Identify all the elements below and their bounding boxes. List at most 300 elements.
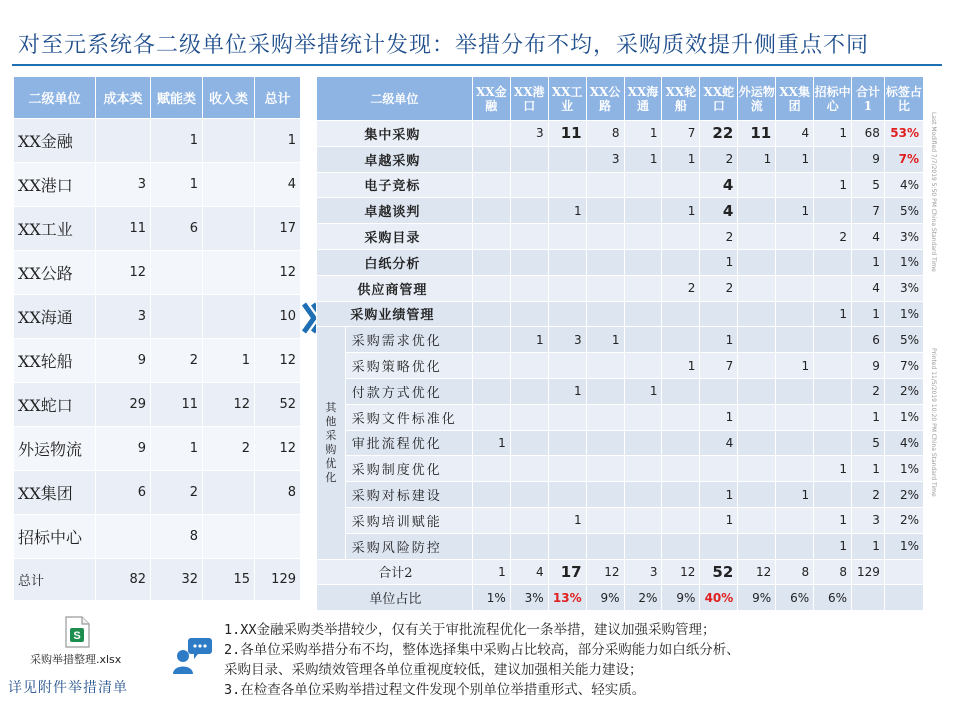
- value-cell: 1: [814, 172, 852, 198]
- value-cell: [510, 353, 548, 379]
- value-cell: 1%: [884, 301, 923, 327]
- value-cell: [151, 251, 203, 295]
- table-row: [14, 427, 301, 471]
- table-row: [317, 430, 924, 456]
- value-cell: 1: [624, 378, 662, 404]
- value-cell: [776, 275, 814, 301]
- value-cell: [738, 224, 776, 250]
- value-cell: [510, 404, 548, 430]
- value-cell: [700, 301, 738, 327]
- value-cell: 6: [151, 207, 203, 251]
- value-cell: [814, 249, 852, 275]
- value-cell: 1: [738, 146, 776, 172]
- total-label: 合计2: [317, 559, 473, 585]
- excel-file-icon[interactable]: [64, 616, 90, 648]
- title-divider: [12, 64, 942, 66]
- value-cell: 9: [852, 146, 885, 172]
- value-cell: 1: [814, 301, 852, 327]
- value-cell: [624, 275, 662, 301]
- value-cell: 7: [700, 353, 738, 379]
- value-cell: 1: [151, 427, 203, 471]
- value-cell: [814, 404, 852, 430]
- table-row: [317, 198, 924, 224]
- unit-name-cell: XX轮船: [14, 339, 96, 383]
- value-cell: [814, 482, 852, 508]
- table-row: [317, 224, 924, 250]
- table-row: [317, 121, 924, 147]
- value-cell: [662, 378, 700, 404]
- value-cell: 2: [700, 224, 738, 250]
- unit-name-cell: 外运物流: [14, 427, 96, 471]
- last-modified-stamp: Last Modified 7/7/2019 5:50 PM China Standard Time: [930, 112, 937, 272]
- value-cell: 12: [96, 251, 151, 295]
- measure-label: 白纸分析: [317, 249, 473, 275]
- value-cell: 2: [814, 224, 852, 250]
- value-cell: [472, 224, 510, 250]
- measure-label: 采购目录: [317, 224, 473, 250]
- value-cell: [852, 585, 885, 611]
- value-cell: 6: [852, 327, 885, 353]
- value-cell: 12: [255, 251, 301, 295]
- value-cell: [624, 533, 662, 559]
- value-cell: [548, 533, 586, 559]
- value-cell: 68: [852, 121, 885, 147]
- column-header: XX蛇口: [700, 77, 738, 121]
- unit-name-cell: 招标中心: [14, 515, 96, 559]
- table-header-row: [14, 77, 301, 119]
- value-cell: 3: [586, 146, 624, 172]
- value-cell: 1: [548, 198, 586, 224]
- value-cell: [814, 430, 852, 456]
- value-cell: 22: [700, 121, 738, 147]
- value-cell: 3%: [510, 585, 548, 611]
- unit-name-cell: XX蛇口: [14, 383, 96, 427]
- value-cell: [510, 378, 548, 404]
- value-cell: [776, 378, 814, 404]
- table-header-row: [317, 77, 924, 121]
- value-cell: [624, 249, 662, 275]
- measure-label: 采购文件标准化: [345, 404, 472, 430]
- value-cell: 12: [203, 383, 255, 427]
- group-label: 其他采购优化: [317, 327, 346, 559]
- value-cell: [738, 275, 776, 301]
- value-cell: 53%: [884, 121, 923, 147]
- column-header: XX集团: [776, 77, 814, 121]
- value-cell: [814, 378, 852, 404]
- value-cell: [738, 507, 776, 533]
- measures-table: [316, 76, 924, 611]
- value-cell: [738, 172, 776, 198]
- value-cell: [510, 456, 548, 482]
- value-cell: [738, 404, 776, 430]
- measure-label: 采购需求优化: [345, 327, 472, 353]
- value-cell: 8: [814, 559, 852, 585]
- value-cell: 1%: [884, 404, 923, 430]
- value-cell: [472, 301, 510, 327]
- value-cell: 1%: [884, 456, 923, 482]
- value-cell: 1: [662, 146, 700, 172]
- value-cell: 1: [472, 430, 510, 456]
- value-cell: [884, 559, 923, 585]
- value-cell: [96, 119, 151, 163]
- value-cell: 11: [548, 121, 586, 147]
- column-header: 二级单位: [14, 77, 96, 119]
- slide-title: 对至元系统各二级单位采购举措统计发现：举措分布不均，采购质效提升侧重点不同: [18, 33, 870, 58]
- value-cell: 1: [151, 163, 203, 207]
- value-cell: [203, 207, 255, 251]
- value-cell: [510, 301, 548, 327]
- value-cell: [510, 507, 548, 533]
- share-label: 单位占比: [317, 585, 473, 611]
- value-cell: [548, 249, 586, 275]
- value-cell: [738, 249, 776, 275]
- value-cell: 11: [151, 383, 203, 427]
- value-cell: [510, 482, 548, 508]
- value-cell: [548, 404, 586, 430]
- table-row: [317, 507, 924, 533]
- unit-name-cell: XX金融: [14, 119, 96, 163]
- value-cell: 4: [700, 198, 738, 224]
- measure-label: 审批流程优化: [345, 430, 472, 456]
- value-cell: [510, 533, 548, 559]
- total-row: [14, 559, 301, 601]
- value-cell: [96, 515, 151, 559]
- value-cell: 3: [852, 507, 885, 533]
- table-row: [14, 515, 301, 559]
- value-cell: 32: [151, 559, 203, 601]
- value-cell: 1: [776, 198, 814, 224]
- value-cell: [203, 251, 255, 295]
- value-cell: 3: [624, 559, 662, 585]
- value-cell: 1: [624, 146, 662, 172]
- value-cell: 2: [203, 427, 255, 471]
- value-cell: [814, 275, 852, 301]
- value-cell: [738, 327, 776, 353]
- value-cell: 8: [586, 121, 624, 147]
- value-cell: 2: [151, 471, 203, 515]
- value-cell: 15: [203, 559, 255, 601]
- value-cell: 3: [96, 163, 151, 207]
- table-row: [14, 383, 301, 427]
- note-line: 1.XX金融采购类举措较少，仅有关于审批流程优化一条举措，建议加强采购管理；: [224, 622, 716, 638]
- value-cell: 1: [548, 378, 586, 404]
- value-cell: [662, 456, 700, 482]
- value-cell: 1: [624, 121, 662, 147]
- value-cell: [776, 404, 814, 430]
- value-cell: [510, 249, 548, 275]
- value-cell: [510, 430, 548, 456]
- measure-label: 供应商管理: [317, 275, 473, 301]
- column-header: XX港口: [510, 77, 548, 121]
- value-cell: [255, 515, 301, 559]
- value-cell: 7: [852, 198, 885, 224]
- column-header: XX轮船: [662, 77, 700, 121]
- table-row: [317, 378, 924, 404]
- column-header: 标签占比: [884, 77, 923, 121]
- measure-label: 采购制度优化: [345, 456, 472, 482]
- value-cell: 4: [700, 172, 738, 198]
- value-cell: 1: [814, 533, 852, 559]
- value-cell: [203, 515, 255, 559]
- value-cell: 40%: [700, 585, 738, 611]
- value-cell: 3%: [884, 224, 923, 250]
- value-cell: [510, 172, 548, 198]
- value-cell: [586, 198, 624, 224]
- value-cell: [472, 404, 510, 430]
- svg-text:S: S: [73, 630, 81, 642]
- measure-label: 付款方式优化: [345, 378, 472, 404]
- value-cell: 6: [96, 471, 151, 515]
- value-cell: 2: [700, 275, 738, 301]
- measure-label: 卓越采购: [317, 146, 473, 172]
- value-cell: [203, 163, 255, 207]
- value-cell: 129: [852, 559, 885, 585]
- value-cell: 9: [96, 427, 151, 471]
- value-cell: 3: [510, 121, 548, 147]
- value-cell: 12: [255, 339, 301, 383]
- value-cell: [586, 301, 624, 327]
- value-cell: 2: [852, 378, 885, 404]
- attachment-filename[interactable]: 采购举措整理.xlsx: [30, 653, 122, 666]
- value-cell: [738, 378, 776, 404]
- see-details-text: 详见附件举措清单: [8, 680, 128, 696]
- value-cell: 1: [776, 353, 814, 379]
- value-cell: 2%: [884, 507, 923, 533]
- total-row: [317, 559, 924, 585]
- value-cell: [814, 146, 852, 172]
- value-cell: [624, 404, 662, 430]
- value-cell: [586, 456, 624, 482]
- value-cell: [472, 146, 510, 172]
- value-cell: 1%: [884, 533, 923, 559]
- value-cell: [510, 224, 548, 250]
- value-cell: 9%: [738, 585, 776, 611]
- value-cell: [624, 430, 662, 456]
- value-cell: 12: [738, 559, 776, 585]
- table-row: [317, 249, 924, 275]
- measure-label: 采购风险防控: [345, 533, 472, 559]
- value-cell: 129: [255, 559, 301, 601]
- value-cell: 1: [700, 482, 738, 508]
- printed-stamp: Printed 11/5/2019 10:20 PM China Standard Time: [930, 348, 937, 497]
- value-cell: [548, 301, 586, 327]
- value-cell: 5: [852, 172, 885, 198]
- value-cell: 5: [852, 430, 885, 456]
- value-cell: [586, 404, 624, 430]
- note-line: 3.在检查各单位采购举措过程文件发现个别单位举措重形式、轻实质。: [224, 682, 646, 698]
- value-cell: 5%: [884, 198, 923, 224]
- value-cell: [472, 121, 510, 147]
- value-cell: 1: [151, 119, 203, 163]
- value-cell: 9%: [662, 585, 700, 611]
- value-cell: [814, 327, 852, 353]
- value-cell: [548, 353, 586, 379]
- column-header: XX海通: [624, 77, 662, 121]
- unit-category-table: [13, 76, 301, 601]
- value-cell: [586, 224, 624, 250]
- value-cell: [586, 172, 624, 198]
- note-line: 采购目录、采购绩效管理各单位重视度较低，建议加强相关能力建设；: [224, 662, 643, 678]
- value-cell: 8: [776, 559, 814, 585]
- column-header: 收入类: [203, 77, 255, 119]
- column-header: XX公路: [586, 77, 624, 121]
- column-header: 合计1: [852, 77, 885, 121]
- value-cell: [548, 482, 586, 508]
- table-row: [317, 327, 924, 353]
- value-cell: [776, 507, 814, 533]
- value-cell: [624, 224, 662, 250]
- value-cell: 1: [814, 121, 852, 147]
- value-cell: 11: [738, 121, 776, 147]
- value-cell: 1: [700, 507, 738, 533]
- value-cell: 1: [776, 146, 814, 172]
- value-cell: [700, 533, 738, 559]
- unit-name-cell: XX集团: [14, 471, 96, 515]
- value-cell: [586, 275, 624, 301]
- value-cell: [472, 249, 510, 275]
- table-row: [14, 207, 301, 251]
- value-cell: 1: [662, 353, 700, 379]
- value-cell: [624, 198, 662, 224]
- column-header: XX工业: [548, 77, 586, 121]
- value-cell: [586, 378, 624, 404]
- value-cell: [472, 198, 510, 224]
- value-cell: 52: [700, 559, 738, 585]
- value-cell: 2: [852, 482, 885, 508]
- value-cell: [884, 585, 923, 611]
- column-header: 总计: [255, 77, 301, 119]
- value-cell: [738, 533, 776, 559]
- table-row: [317, 353, 924, 379]
- value-cell: 6%: [776, 585, 814, 611]
- value-cell: [203, 295, 255, 339]
- value-cell: [203, 119, 255, 163]
- value-cell: 1: [776, 482, 814, 508]
- measure-label: 电子竞标: [317, 172, 473, 198]
- unit-name-cell: XX工业: [14, 207, 96, 251]
- value-cell: [738, 482, 776, 508]
- value-cell: [776, 249, 814, 275]
- value-cell: [624, 456, 662, 482]
- measure-label: 采购业绩管理: [317, 301, 473, 327]
- value-cell: 7%: [884, 353, 923, 379]
- value-cell: [510, 275, 548, 301]
- value-cell: 1: [852, 404, 885, 430]
- measure-label: 采购策略优化: [345, 353, 472, 379]
- value-cell: [472, 275, 510, 301]
- value-cell: 3: [96, 295, 151, 339]
- table-row: [317, 482, 924, 508]
- unit-name-cell: XX公路: [14, 251, 96, 295]
- value-cell: [662, 404, 700, 430]
- value-cell: [700, 378, 738, 404]
- value-cell: 82: [96, 559, 151, 601]
- value-cell: [548, 172, 586, 198]
- value-cell: 17: [255, 207, 301, 251]
- value-cell: [472, 456, 510, 482]
- table-row: [14, 119, 301, 163]
- value-cell: [624, 172, 662, 198]
- value-cell: [738, 456, 776, 482]
- value-cell: [776, 456, 814, 482]
- value-cell: 2%: [624, 585, 662, 611]
- value-cell: [510, 198, 548, 224]
- value-cell: 1: [255, 119, 301, 163]
- value-cell: [624, 327, 662, 353]
- value-cell: 4: [510, 559, 548, 585]
- value-cell: 8: [151, 515, 203, 559]
- value-cell: [738, 353, 776, 379]
- value-cell: 1: [852, 456, 885, 482]
- value-cell: 4: [852, 275, 885, 301]
- value-cell: [548, 430, 586, 456]
- value-cell: 2: [700, 146, 738, 172]
- value-cell: [738, 430, 776, 456]
- value-cell: [472, 378, 510, 404]
- table-row: [14, 339, 301, 383]
- value-cell: 1%: [884, 249, 923, 275]
- value-cell: 4: [255, 163, 301, 207]
- value-cell: 4%: [884, 172, 923, 198]
- value-cell: 1: [700, 404, 738, 430]
- value-cell: 3: [548, 327, 586, 353]
- column-header: XX金融: [472, 77, 510, 121]
- value-cell: [510, 146, 548, 172]
- table-row: [14, 163, 301, 207]
- value-cell: 11: [96, 207, 151, 251]
- value-cell: [548, 456, 586, 482]
- table-row: [317, 301, 924, 327]
- value-cell: [472, 533, 510, 559]
- value-cell: 1: [548, 507, 586, 533]
- value-cell: [776, 224, 814, 250]
- value-cell: 12: [255, 427, 301, 471]
- value-cell: [586, 249, 624, 275]
- value-cell: [662, 533, 700, 559]
- value-cell: 12: [662, 559, 700, 585]
- value-cell: [472, 507, 510, 533]
- findings-notes: [224, 620, 944, 700]
- table-row: [317, 172, 924, 198]
- table-row: [317, 146, 924, 172]
- column-header: 外运物流: [738, 77, 776, 121]
- value-cell: [700, 456, 738, 482]
- value-cell: [624, 301, 662, 327]
- value-cell: 9%: [586, 585, 624, 611]
- value-cell: [548, 146, 586, 172]
- value-cell: [738, 301, 776, 327]
- value-cell: [151, 295, 203, 339]
- column-header: 招标中心: [814, 77, 852, 121]
- value-cell: [586, 353, 624, 379]
- value-cell: 2: [662, 275, 700, 301]
- table-row: [14, 471, 301, 515]
- value-cell: [472, 482, 510, 508]
- value-cell: [662, 249, 700, 275]
- value-cell: [662, 172, 700, 198]
- value-cell: [624, 507, 662, 533]
- value-cell: [738, 198, 776, 224]
- value-cell: 4: [852, 224, 885, 250]
- measure-label: 采购对标建设: [345, 482, 472, 508]
- value-cell: [662, 301, 700, 327]
- value-cell: [776, 301, 814, 327]
- value-cell: 1: [852, 301, 885, 327]
- value-cell: 4%: [884, 430, 923, 456]
- value-cell: [586, 507, 624, 533]
- column-header-unit: 二级单位: [317, 77, 473, 121]
- value-cell: [776, 327, 814, 353]
